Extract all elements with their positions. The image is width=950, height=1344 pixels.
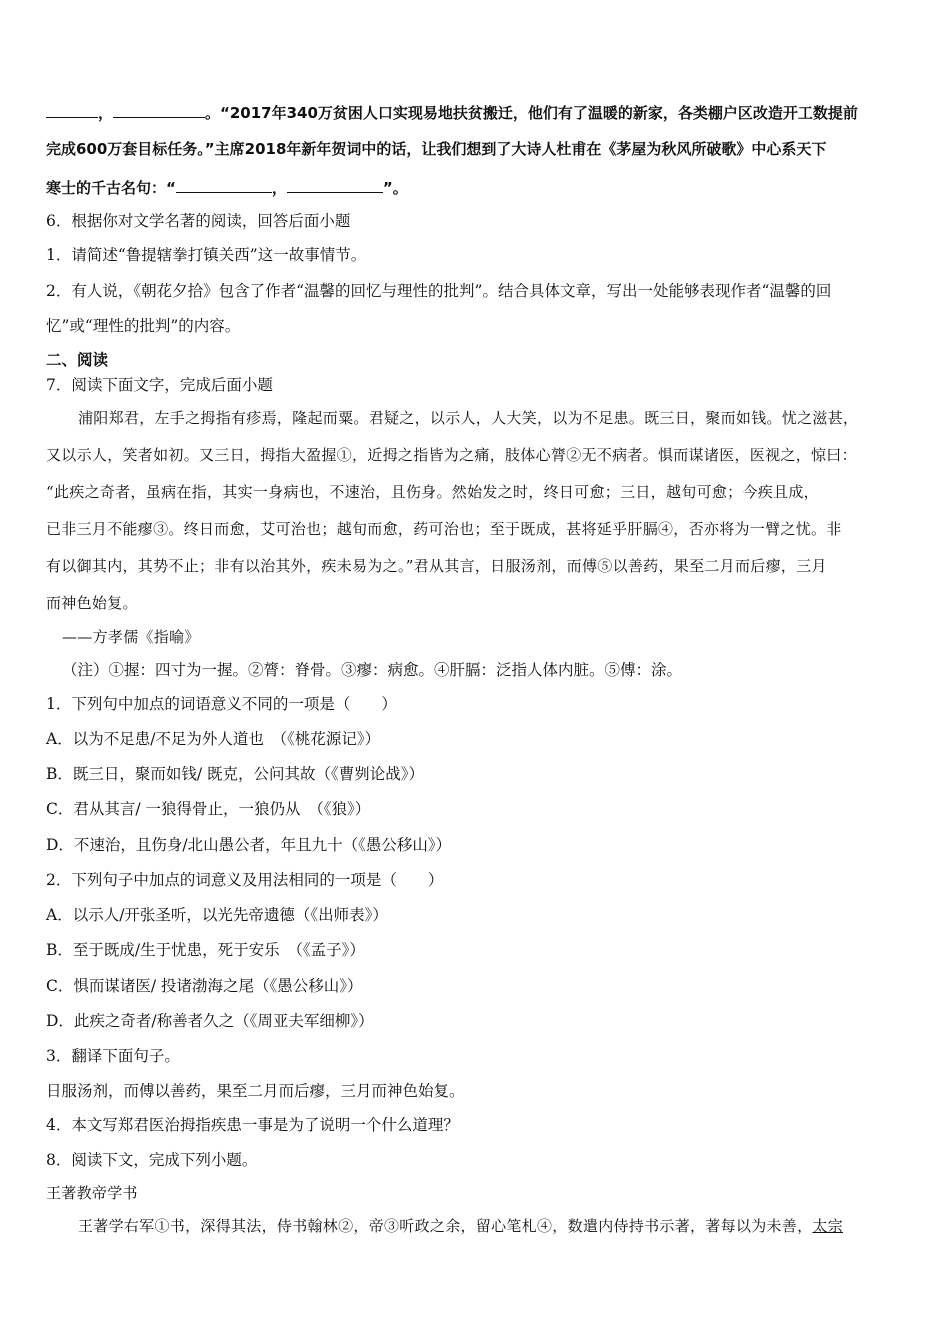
option-d[interactable]: D．此疾之奇者/称善者久之（《周亚夫军细柳》） xyxy=(46,1012,374,1030)
passage-line: 已非三月不能瘳③。终日而愈，艾可治也；越旬而愈，药可治也；至于既成，甚将延乎肝膈④，否亦将为一臂之忧。非 xyxy=(46,520,842,538)
article-title: 王著教帝学书 xyxy=(46,1184,138,1202)
answer-blank[interactable] xyxy=(113,101,205,118)
passage-line: “此疾之奇者，虽病在指，其实一身病也，不速治，且伤身。然始发之时，终日可愈；三日，越旬可愈；今疾且成， xyxy=(46,483,819,501)
translate-sentence: 日服汤剂，而傅以善药，果至二月而后瘳，三月而神色始复。 xyxy=(46,1082,465,1100)
answer-blank[interactable] xyxy=(176,176,272,193)
option-a[interactable]: A．以示人/开张圣听，以光先帝遗德（《出师表》） xyxy=(46,906,388,924)
q6-sub1: 1．请简述“鲁提辖拳打镇关西”这一故事情节。 xyxy=(46,246,367,264)
passage-source: ——方孝儒《指喻》 xyxy=(62,628,200,646)
section-heading: 二、阅读 xyxy=(46,350,109,369)
option-c[interactable]: C．惧而谋诸医/ 投诸渤海之尾（《愚公移山》） xyxy=(46,977,363,995)
q5-line2: 完成600万套目标任务。”主席2018年新年贺词中的话，让我们想到了大诗人杜甫在《茅屋为秋风所破歌》中心系天下 xyxy=(46,140,827,158)
option-d[interactable]: D．不速治，且伤身/北山愚公者，年且九十（《愚公移山》） xyxy=(46,836,452,854)
q6-sub2-line2: 忆”或“理性的批判”的内容。 xyxy=(46,317,241,335)
article-line: 王著学右军①书，深得其法，侍书翰林②，帝③听政之余，留心笔札④，数遣内侍持书示著，著每以为未善，太宗 xyxy=(78,1217,844,1235)
q5-line1: ， 。“2017年340万贫困人口实现易地扶贫搬迁，他们有了温暖的新家，各类棚户区改造开工数提前 xyxy=(46,101,858,124)
passage-line: 浦阳郑君，左手之拇指有疹焉，隆起而粟。君疑之，以示人，人大笑，以为不足患。既三日，聚而如钱。忧之滋甚， xyxy=(78,409,859,427)
answer-blank[interactable] xyxy=(46,101,98,118)
q6-sub2-line1: 2．有人说，《朝花夕拾》包含了作者“温馨的回忆与理性的批判”。结合具体文章，写出一处能够表现作者“温馨的回 xyxy=(46,282,832,300)
underlined-text: 太宗 xyxy=(812,1217,844,1235)
answer-blank[interactable] xyxy=(287,176,383,193)
q7-sub2: 2．下列句子中加点的词意义及用法相同的一项是（ ） xyxy=(46,871,444,889)
passage-line: 而神色始复。 xyxy=(46,594,138,612)
option-a[interactable]: A．以为不足患/不足为外人道也 （《桃花源记》） xyxy=(46,730,381,748)
q7-sub1: 1．下列句中加点的词语意义不同的一项是（ ） xyxy=(46,695,397,713)
passage-line: 有以御其内，其势不止；非有以治其外，疾未易为之。”君从其言，日服汤剂，而傅⑤以善药，果至二月而后瘳，三月 xyxy=(46,557,827,575)
option-b[interactable]: B．至于既成/生于忧患，死于安乐 （《孟子》） xyxy=(46,941,365,959)
q8-title: 8．阅读下文，完成下列小题。 xyxy=(46,1151,258,1169)
q7-title: 7．阅读下面文字，完成后面小题 xyxy=(46,376,273,394)
q5-line3: 寒士的千古名句：“ ， ”。 xyxy=(46,176,408,199)
option-b[interactable]: B．既三日，聚而如钱/ 既克，公问其故（《曹刿论战》） xyxy=(46,765,425,783)
q7-sub4: 4．本文写郑君医治拇指疾患一事是为了说明一个什么道理？ xyxy=(46,1116,459,1134)
q7-sub3: 3．翻译下面句子。 xyxy=(46,1047,180,1065)
passage-line: 又以示人，笑者如初。又三日，拇指大盈握①，近拇之指皆为之痛，肢体心膂②无不病者。惧而谋诸医，医视之，惊曰： xyxy=(46,446,857,464)
option-c[interactable]: C．君从其言/ 一狼得骨止，一狼仍从 （《狼》） xyxy=(46,800,371,818)
q6-title: 6．根据你对文学名著的阅读，回答后面小题 xyxy=(46,212,351,230)
passage-notes: （注）①握：四寸为一握。②膂：脊骨。③瘳：病愈。④肝膈：泛指人体内脏。⑤傅：涂。 xyxy=(62,661,683,679)
